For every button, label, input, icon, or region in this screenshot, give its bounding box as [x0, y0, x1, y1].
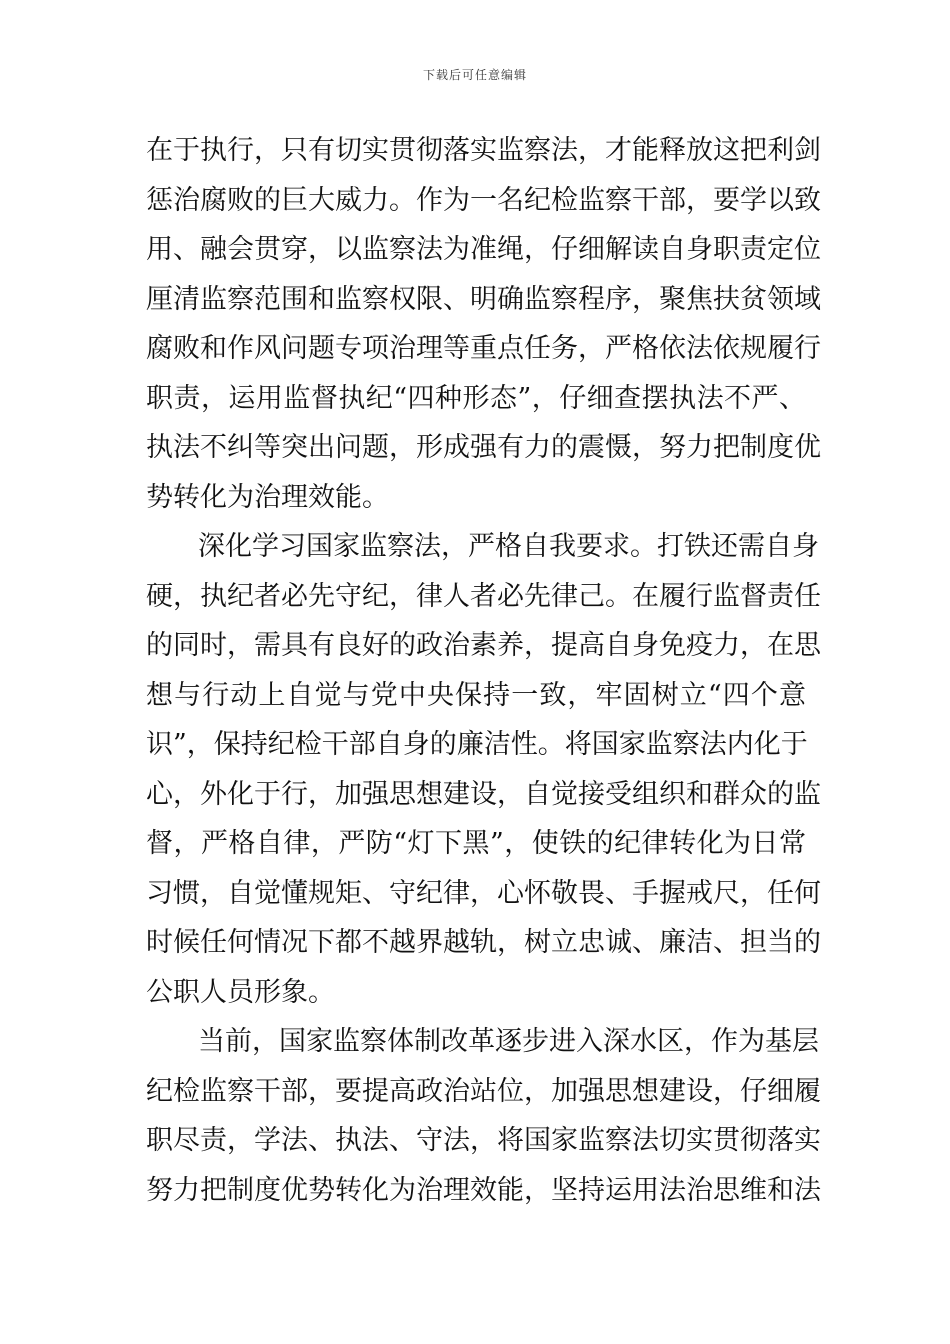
- page-header: 下载后可任意编辑: [422, 68, 527, 82]
- text-line: 用、融会贯穿，以监察法为准绳，仔细解读自身职责定位: [146, 234, 821, 265]
- text-line: 在于执行，只有切实贯彻落实监察法，才能释放这把利剑: [146, 135, 821, 166]
- text-line: 公职人员形象。: [146, 976, 335, 1008]
- text-line: 想与行动上自觉与党中央保持一致，牢固树立“四个意: [146, 679, 806, 711]
- body-text: [146, 126, 821, 1215]
- text-line: 督，严格自律，严防“灯下黑”，使铁的纪律转化为日常: [146, 828, 806, 859]
- text-line: 的同时，需具有良好的政治素养，提高自身免疫力，在思: [146, 630, 821, 661]
- text-line: 势转化为治理效能。: [146, 481, 389, 513]
- text-line: 厘清监察范围和监察权限、明确监察程序，聚焦扶贫领域: [146, 283, 821, 315]
- paragraph-3: [146, 1017, 821, 1215]
- text-line: 惩治腐败的巨大威力。作为一名纪检监察干部，要学以致: [146, 184, 821, 216]
- text-line: 职责，运用监督执纪“四种形态”，仔细查摆执法不严、: [146, 382, 806, 414]
- text-line: 习惯，自觉懂规矩、守纪律，心怀敬畏、手握戒尺，任何: [146, 877, 821, 909]
- text-line: 腐败和作风问题专项治理等重点任务，严格依法依规履行: [146, 333, 821, 364]
- paragraph-1: [146, 126, 821, 522]
- paragraph-2: [146, 522, 821, 1017]
- text-line: 执法不纠等突出问题，形成强有力的震慑，努力把制度优: [146, 432, 821, 463]
- text-line: 职尽责，学法、执法、守法，将国家监察法切实贯彻落实: [146, 1125, 821, 1156]
- text-line: 当前，国家监察体制改革逐步进入深水区，作为基层: [198, 1026, 819, 1057]
- text-line: 深化学习国家监察法，严格自我要求。打铁还需自身: [198, 531, 819, 562]
- text-line: 硬，执纪者必先守纪，律人者必先律己。在履行监督责任: [146, 580, 821, 612]
- text-line: 纪检监察干部，要提高政治站位，加强思想建设，仔细履: [146, 1075, 821, 1107]
- text-line: 心，外化于行，加强思想建设，自觉接受组织和群众的监: [146, 778, 821, 810]
- text-line: 时候任何情况下都不越界越轨，树立忠诚、廉洁、担当的: [146, 927, 821, 958]
- text-line: 努力把制度优势转化为治理效能，坚持运用法治思维和法: [146, 1174, 821, 1206]
- text-line: 识”，保持纪检干部自身的廉洁性。将国家监察法内化于: [146, 729, 808, 760]
